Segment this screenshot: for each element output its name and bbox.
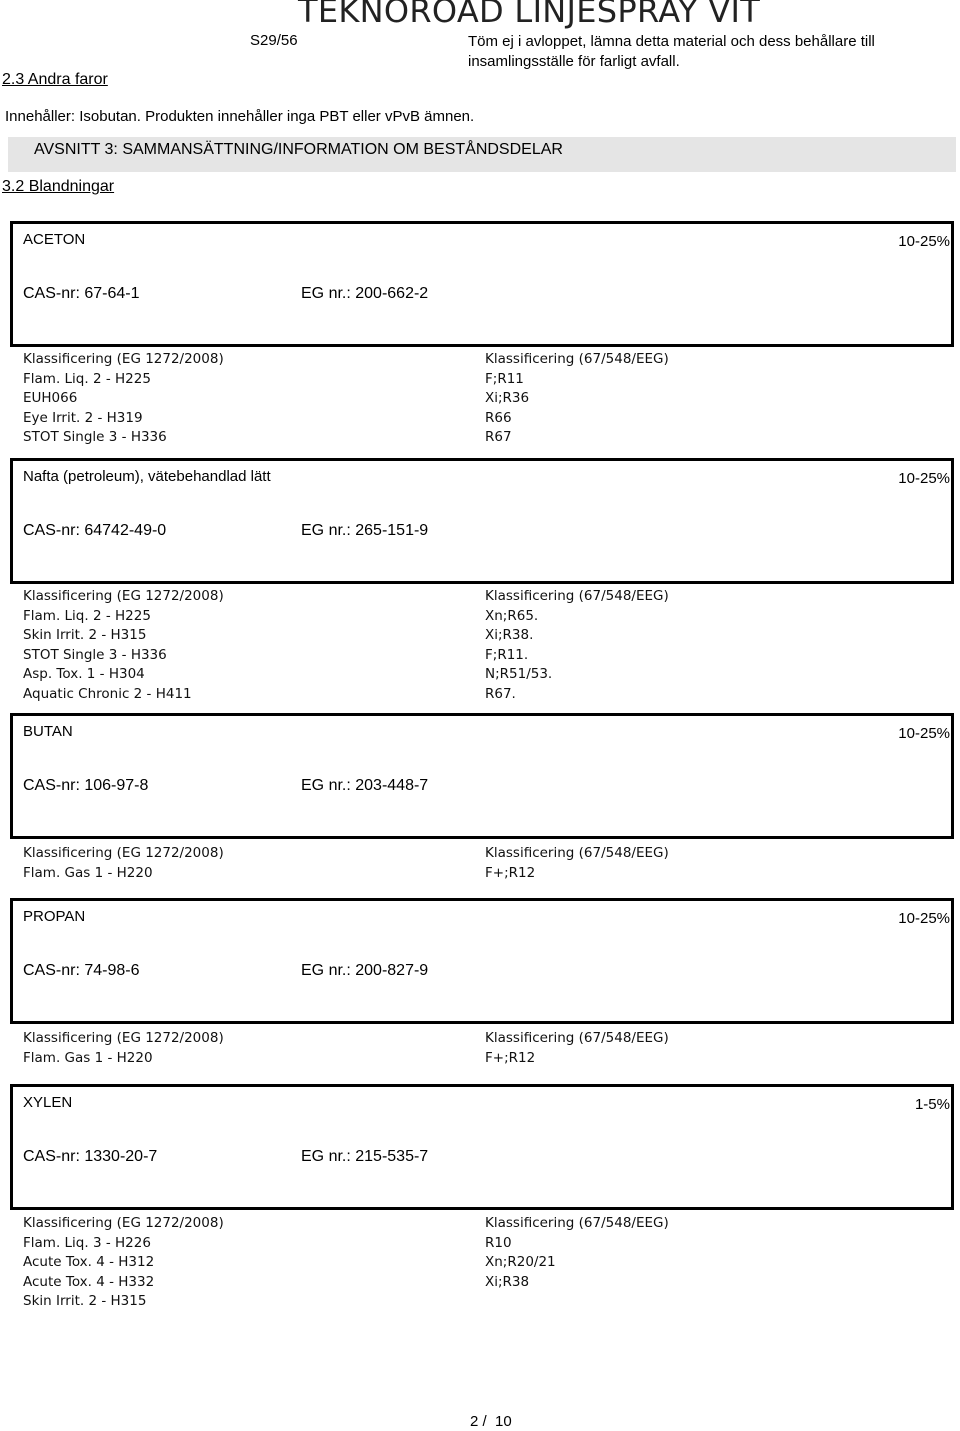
clp-line: Acute Tox. 4 - H332: [23, 1273, 155, 1290]
clp-heading: Klassificering (EG 1272/2008): [23, 845, 224, 861]
dsd-line: Xi;R38.: [485, 627, 534, 643]
dsd-heading: Klassificering (67/548/EEG): [485, 1215, 669, 1231]
substance-name: XYLEN: [23, 1094, 73, 1111]
cas-number: CAS-nr: 74-98-6: [23, 962, 140, 979]
substance-percent: 10-25%: [898, 910, 950, 927]
substance-name: ACETON: [23, 231, 86, 248]
dsd-line: R67: [485, 429, 512, 445]
dsd-classification: [485, 587, 669, 704]
dsd-line: F+;R12: [485, 864, 536, 881]
clp-classification: [23, 350, 224, 448]
dsd-line: Xn;R20/21: [485, 1254, 556, 1270]
dsd-heading: Klassificering (67/548/EEG): [485, 351, 669, 367]
substance-box: [10, 898, 954, 1024]
dsd-classification: [485, 1029, 669, 1068]
dsd-heading: Klassificering (67/548/EEG): [485, 1030, 669, 1046]
cas-number: CAS-nr: 67-64-1: [23, 285, 140, 302]
cas-number: CAS-nr: 1330-20-7: [23, 1148, 158, 1165]
dsd-line: N;R51/53.: [485, 666, 553, 682]
eg-number: EG nr.: 215-535-7: [301, 1148, 429, 1165]
dsd-line: R10: [485, 1234, 512, 1251]
clp-line: EUH066: [23, 390, 78, 406]
substance-percent: 10-25%: [898, 233, 950, 250]
eg-number: EG nr.: 200-662-2: [301, 285, 429, 302]
disposal-warning: Töm ej i avloppet, lämna detta material och dess behållare till insamlingsställe för farligt avfall.: [468, 33, 875, 70]
dsd-line: F;R11: [485, 370, 524, 387]
clp-line: STOT Single 3 - H336: [23, 646, 167, 663]
eg-number: EG nr.: 265-151-9: [301, 522, 429, 539]
dsd-heading: Klassificering (67/548/EEG): [485, 588, 669, 604]
section-3-heading: AVSNITT 3: SAMMANSÄTTNING/INFORMATION OM BESTÅNDSDELAR: [34, 141, 563, 158]
substance-box: [10, 713, 954, 839]
clp-line: Flam. Gas 1 - H220: [23, 864, 153, 881]
clp-line: Aquatic Chronic 2 - H411: [23, 685, 192, 702]
clp-line: Flam. Liq. 3 - H226: [23, 1234, 151, 1251]
substance-percent: 10-25%: [898, 725, 950, 742]
clp-heading: Klassificering (EG 1272/2008): [23, 351, 224, 367]
clp-line: STOT Single 3 - H336: [23, 429, 167, 445]
clp-line: Asp. Tox. 1 - H304: [23, 666, 145, 682]
clp-line: Skin Irrit. 2 - H315: [23, 627, 147, 643]
eg-number: EG nr.: 200-827-9: [301, 962, 429, 979]
dsd-classification: [485, 1214, 669, 1292]
cas-number: CAS-nr: 64742-49-0: [23, 522, 167, 539]
section-3-2-subheading: 3.2 Blandningar: [2, 178, 115, 195]
clp-line: Acute Tox. 4 - H312: [23, 1254, 155, 1270]
substance-name: BUTAN: [23, 723, 73, 740]
contains-text: Innehåller: Isobutan. Produkten innehåller inga PBT eller vPvB ämnen.: [5, 108, 475, 125]
substance-percent: 1-5%: [914, 1096, 950, 1113]
dsd-classification: [485, 350, 669, 448]
substance-name: Nafta (petroleum), vätebehandlad lätt: [23, 468, 271, 485]
substance-box: [10, 458, 954, 584]
clp-heading: Klassificering (EG 1272/2008): [23, 1215, 224, 1231]
dsd-heading: Klassificering (67/548/EEG): [485, 845, 669, 861]
document-code: S29/56: [250, 32, 298, 49]
section-2-3-title: 2.3 Andra faror: [2, 71, 108, 88]
section-3-heading-bar: [8, 137, 956, 172]
clp-heading: Klassificering (EG 1272/2008): [23, 1030, 224, 1046]
dsd-line: F;R11.: [485, 646, 529, 663]
cas-number: CAS-nr: 106-97-8: [23, 777, 149, 794]
clp-line: Eye Irrit. 2 - H319: [23, 409, 143, 426]
page-number: 2 / 10: [470, 1413, 512, 1430]
dsd-line: F+;R12: [485, 1049, 536, 1066]
clp-line: Flam. Liq. 2 - H225: [23, 607, 151, 624]
clp-heading: Klassificering (EG 1272/2008): [23, 588, 224, 604]
dsd-line: R66: [485, 409, 512, 426]
clp-classification: [23, 844, 224, 883]
dsd-line: Xn;R65.: [485, 607, 539, 624]
substance-name: PROPAN: [23, 908, 86, 925]
dsd-line: R67.: [485, 685, 516, 702]
clp-classification: [23, 587, 224, 704]
clp-classification: [23, 1214, 224, 1312]
clp-line: Flam. Gas 1 - H220: [23, 1049, 153, 1066]
clp-line: Skin Irrit. 2 - H315: [23, 1293, 147, 1309]
dsd-classification: [485, 844, 669, 883]
clp-line: Flam. Liq. 2 - H225: [23, 370, 151, 387]
clp-classification: [23, 1029, 224, 1068]
substance-box: [10, 221, 954, 347]
substance-box: [10, 1084, 954, 1210]
dsd-line: Xi;R38: [485, 1273, 530, 1290]
product-title: TEKNOROAD LINJESPRAY VIT: [298, 0, 761, 30]
dsd-line: Xi;R36: [485, 390, 530, 406]
eg-number: EG nr.: 203-448-7: [301, 777, 429, 794]
substance-percent: 10-25%: [898, 470, 950, 487]
